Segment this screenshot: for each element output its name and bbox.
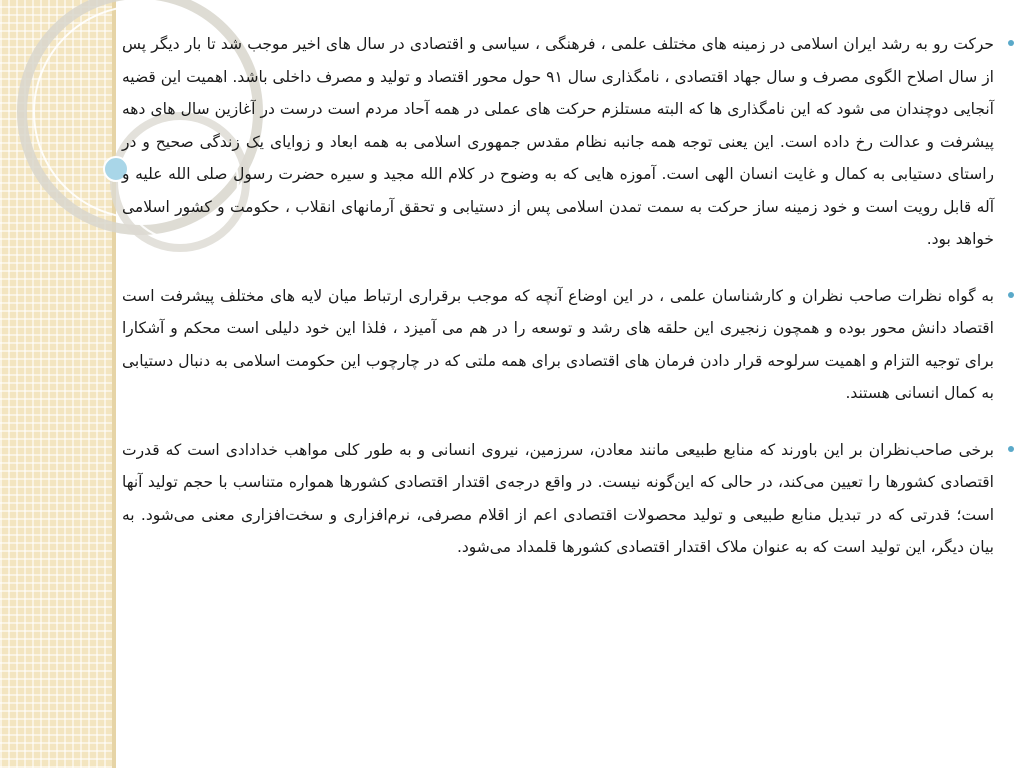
- paragraph-3: [122, 434, 1014, 564]
- bullet-dot-icon: [1008, 292, 1014, 298]
- bullet-dot-icon: [1008, 446, 1014, 452]
- paragraph-3-text: برخی صاحب‌نظران بر این باورند که منابع طبیعی مانند معادن، سرزمین، نیروی انسانی و به طور کلی مواهب خدادادی است که قدرت اقتصادی کشورها را تعیین می‌کند، در حالی که این‌گونه نیست. در واقع درجه‌ی اقتدار اقتصادی کشورها همواره متناسب با حجم تولید آنها است؛ قدرتی که در تبدیل منابع طبیعی و تولید محصولات اقتصادی اعم از اقلام مصرفی، نرم‌افزاری و سخت‌افزاری معنی می‌شود. به بیان دیگر، این تولید است که به عنوان ملاک اقتدار اقتصادی کشورها قلمداد می‌شود.: [122, 440, 994, 556]
- content-area: [122, 28, 1014, 588]
- paragraph-2: [122, 280, 1014, 410]
- bullet-dot-icon: [1008, 40, 1014, 46]
- paragraph-1: [122, 28, 1014, 256]
- paragraph-1-text: حرکت رو به رشد ایران اسلامی در زمینه های مختلف علمی ، فرهنگی ، سیاسی و اقتصادی در سال های اخیر موجب شد تا بار دیگر پس از سال اصلاح الگوی مصرف و سال جهاد اقتصادی ، نامگذاری سال ۹۱ حول محور اقتصاد و تولید و مصرف داخلی باشد. اهمیت این قضیه آنجایی دوچندان می شود که این نامگذاری ها که البته مستلزم حرکت های عملی در همه آحاد مردم است درست در آغازین سال های دهه پیشرفت و عدالت رخ داده است. این یعنی توجه همه جانبه نظام مقدس جمهوری اسلامی به همه ابعاد و زوایای یک زندگی صحیح و در راستای دستیابی به کمال و غایت انسان الهی است. آموزه هایی که به وضوح در کلام الله مجید و سیره حضرت رسول صلی الله علیه و آله قابل رویت است و خود زمینه ساز حرکت به سمت تمدن اسلامی پس از دستیابی و تحقق آرمانهای انقلاب ، حکومت و کشور اسلامی خواهد بود.: [122, 35, 994, 248]
- paragraph-2-text: به گواه نظرات صاحب نظران و کارشناسان علمی ، در این اوضاع آنچه که موجب برقراری ارتباط میان لایه های مختلف پیشرفت است اقتصاد دانش محور بوده و همچون زنجیری این حلقه های رشد و توسعه را در هم می آمیزد ، فلذا این خود دلیلی است محکم و آشکارا برای توجیه التزام و اهمیت سرلوحه قرار دادن فرمان های اقتصادی برای همه ملتی که در چارچوب این حکومت اسلامی به دنبال دستیابی به کمال انسانی هستند.: [122, 286, 994, 402]
